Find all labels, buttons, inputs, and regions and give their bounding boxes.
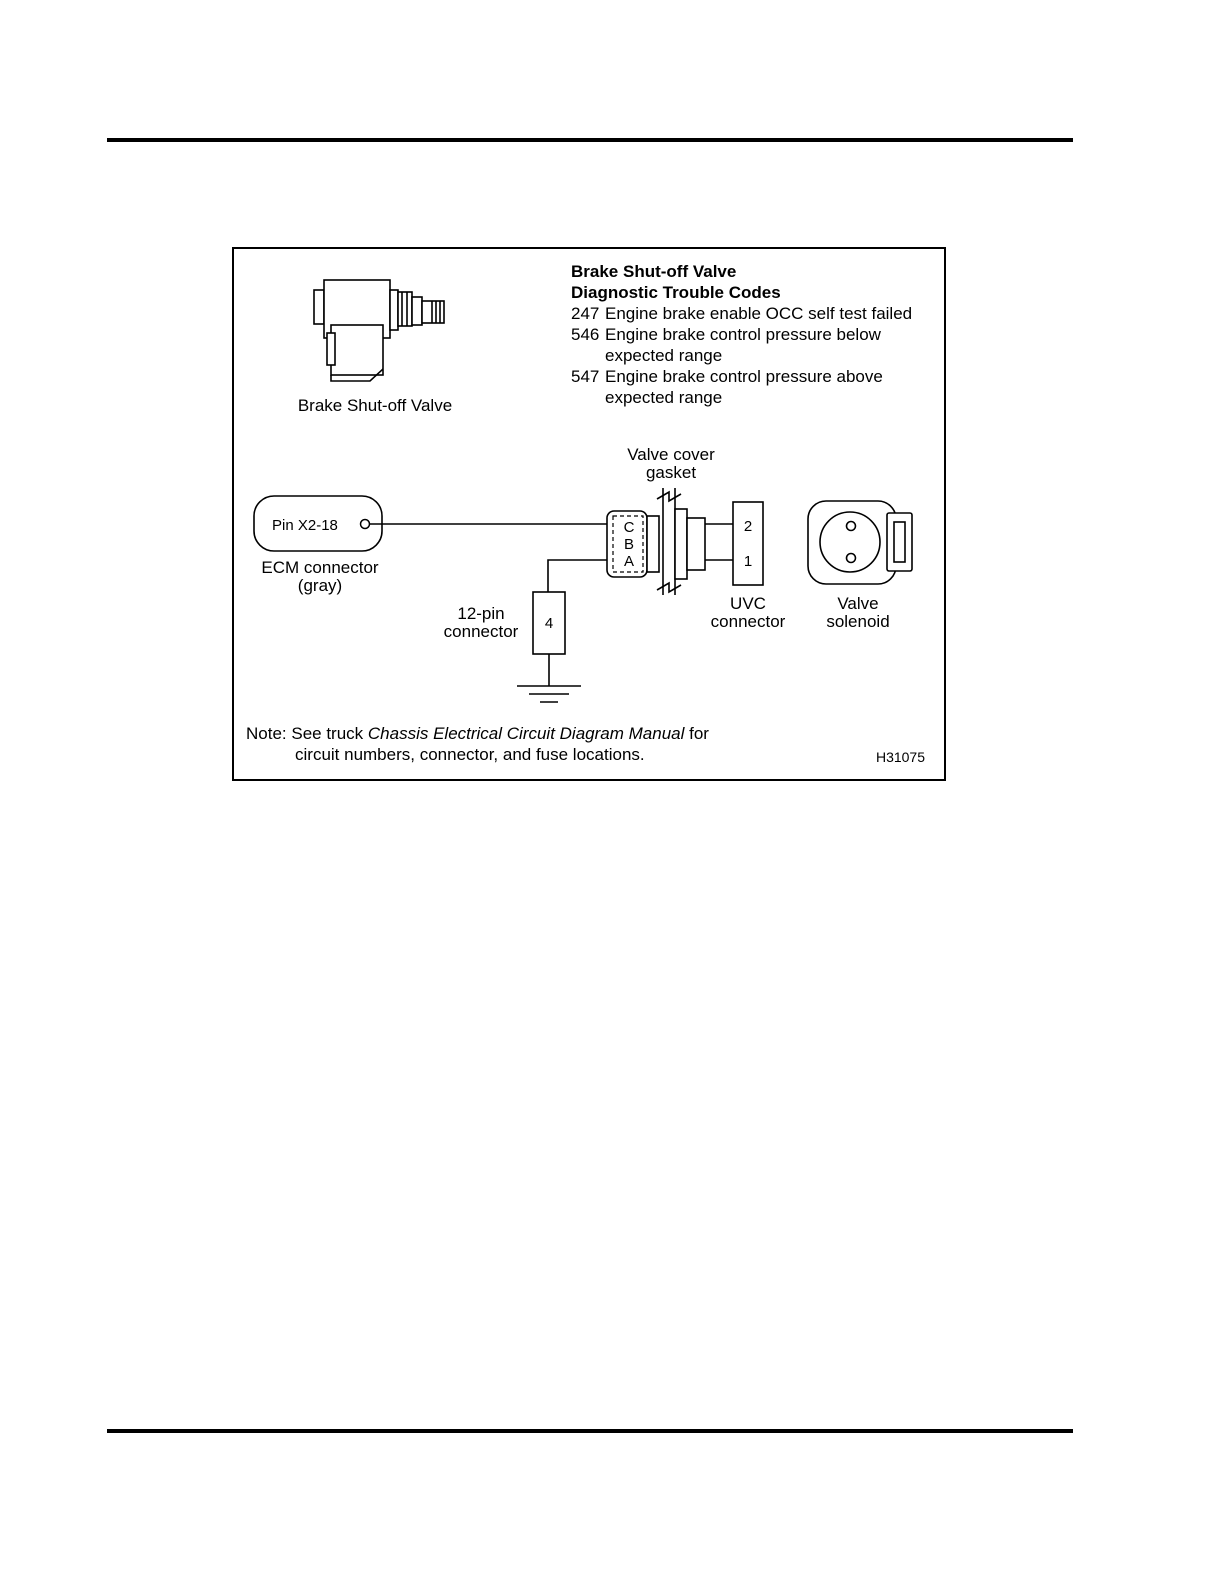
dtc-desc-546-cont: expected range (605, 346, 723, 365)
uvc-pin-2: 2 (743, 518, 753, 535)
twelve-pin-caption-line1: 12-pin (457, 604, 505, 623)
gasket-caption-line2: gasket (645, 463, 697, 482)
uvc-connector (733, 502, 763, 585)
note-line1 (246, 724, 709, 743)
dtc-desc-547-cont: expected range (605, 388, 723, 407)
solenoid-caption-line2: solenoid (826, 612, 890, 631)
dtc-title-line2: Diagnostic Trouble Codes (571, 283, 781, 302)
ecm-pin-terminal (361, 520, 370, 529)
connector-pin-c: C (623, 519, 635, 536)
wiring-diagram (232, 247, 946, 781)
gasket-caption-line1: Valve cover (627, 445, 715, 464)
brake-shutoff-valve-figure (232, 247, 946, 781)
note-manual-title: Chassis Electrical Circuit Diagram Manual (367, 724, 685, 743)
dtc-desc-247: Engine brake enable OCC self test failed (605, 304, 913, 323)
valve-caption: Brake Shut-off Valve (297, 396, 453, 415)
dtc-code-247: 247 (571, 304, 600, 323)
twelve-pin-caption-line2: connector (443, 622, 519, 641)
note-prefix: Note: See truck (246, 724, 368, 743)
bottom-rule (107, 1429, 1073, 1433)
dtc-desc-547: Engine brake control pressure above (605, 367, 883, 386)
note-line2: circuit numbers, connector, and fuse locations. (295, 745, 645, 764)
dtc-code-547: 547 (571, 367, 600, 386)
top-rule (107, 138, 1073, 142)
uvc-pin-1: 1 (743, 553, 753, 570)
connector-pin-b: B (623, 536, 635, 553)
connector-pin-a: A (623, 553, 635, 570)
valve-solenoid (808, 501, 912, 584)
dtc-code-546: 546 (571, 325, 600, 344)
ecm-caption-line1: ECM connector (261, 558, 379, 577)
twelve-pin-number: 4 (544, 615, 554, 632)
uvc-caption-line1: UVC (730, 594, 766, 613)
solenoid-caption-line1: Valve (837, 594, 879, 613)
ecm-caption-line2: (gray) (297, 576, 343, 595)
ecm-pin-label: Pin X2-18 (272, 517, 338, 534)
figure-id: H31075 (875, 749, 925, 765)
uvc-caption-line2: connector (710, 612, 786, 631)
dtc-title-line1: Brake Shut-off Valve (571, 262, 737, 281)
note-suffix: for (684, 724, 709, 743)
dtc-desc-546: Engine brake control pressure below (605, 325, 881, 344)
